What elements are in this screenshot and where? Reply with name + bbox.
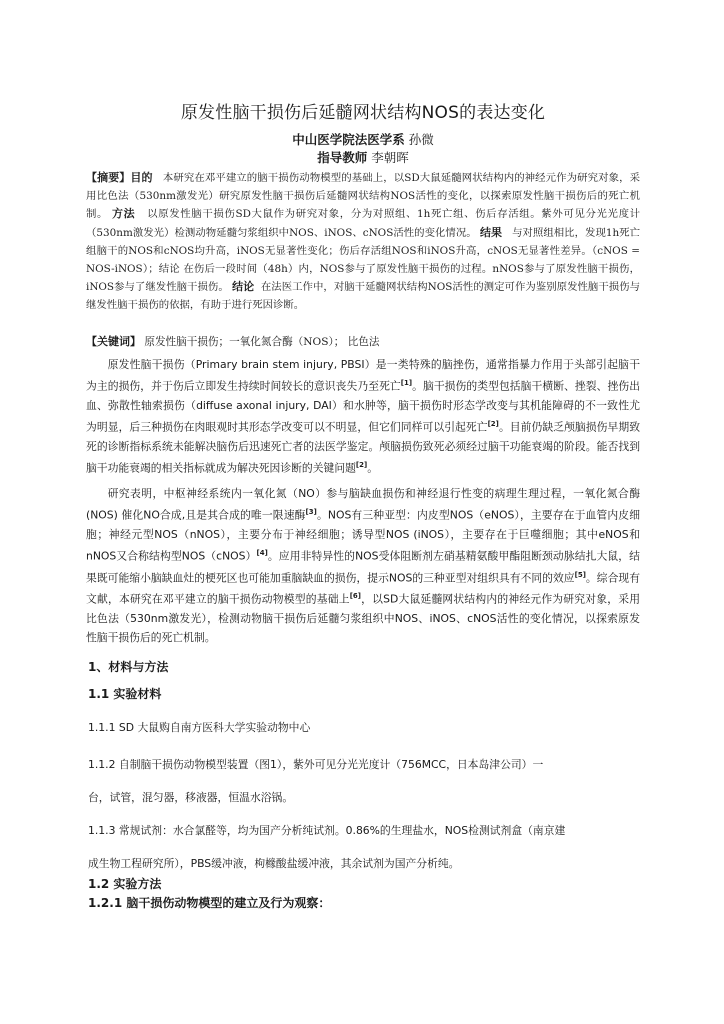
purpose-label: 目的 [130, 171, 153, 184]
citation: [5] [574, 570, 586, 579]
text-run: 。目前仍缺乏颅脑损伤早期致死的诊断指标系统未能解决脑伤后迅速死亡者的法医学鉴定。颅脑损伤致死必须经过脑干功能衰竭的阶段。能否找到脑干功能衰竭的相关指标就成为解决死因诊断的关键问题 [86, 420, 640, 475]
citation: [1] [400, 378, 413, 387]
list-item: 1.1.2 自制脑干损伤动物模型装置（图1），紫外可见分光光度计（756MCC，日本岛津公司）一 [88, 757, 544, 771]
method-text: 以原发性脑干损伤SD大鼠作为研究对象，分为对照组、1h死亡组、伤后存活组。紫外可见分光光度计（530nm激发光）检测动物延髓匀浆组织中NOS、iNOS、cNOS活性的变化情况。 [86, 208, 641, 239]
advisor: 李朝晖 [371, 150, 409, 165]
paper-page [86, 98, 640, 911]
byline [86, 131, 640, 167]
keywords-text: 原发性脑干损伤；一氧化氮合酶（NOS）； 比色法 [144, 335, 380, 348]
keywords-label: 【关键词】 [86, 334, 141, 348]
conclusion-text: 在法医工作中，对脑干延髓网状结构NOS活性的测定可作为鉴别原发性脑干损伤与继发性脑干损伤的依据，有助于进行死因诊断。 [86, 281, 641, 312]
paper-title: 原发性脑干损伤后延髓网状结构NOS的表达变化 [180, 103, 546, 123]
abstract [86, 169, 640, 315]
text-run: 原发性脑干损伤（Primary brain stem injury, PBSI）是一类特殊的脑挫伤，通常指暴力作用于头部引起脑干为主的损伤，并于伤后立即发生持续时间较长的意识丧失乃至死亡 [86, 357, 640, 393]
text-run: 。应用非特异性的NOS受体阻断剂左硝基精氨酸甲酯阻断颈动脉结扎大鼠，结果既可能缩小脑缺血灶的梗死区也可能加重脑缺血的损伤，提示NOS的三种亚型对组织具有不同的效应 [86, 549, 640, 585]
text-run: 。脑干损伤的类型包括脑干横断、挫裂、挫伤出血、弥散性轴索损伤（diffuse axonal injury, DAI）和水肿等，脑干损伤时形态学改变与其机能障碍的不一致性尤为明显，后三种损伤在肉眼观时其形态学改变可以不明显，但它们同样可以引起死亡 [86, 379, 641, 434]
abstract-label: 【摘要】 [86, 171, 131, 184]
citation: [6] [349, 592, 361, 601]
subsubsection-heading: 1.2.1 脑干损伤动物模型的建立及行为观察： [88, 895, 331, 910]
subsection-heading: 1.2 实验方法 [88, 876, 162, 891]
result-text: 与对照组相比，发现1h死亡组脑干的NOS和cNOS均升高，iNOS无显著性变化；伤后存活组NOS和iNOS升高，cNOS无显著性差异。（cNOS = NOS-iNOS）；结论 在伤后一段时间（48h）内，NOS参与了原发性脑干损伤的过程。nNOS参与了原发性脑干损伤，iNOS参与了继发性脑干损伤。 [86, 226, 640, 294]
text-run: 。 [367, 461, 378, 475]
citation: [4] [256, 548, 268, 557]
section-heading: 1、材料与方法 [88, 659, 169, 674]
method-label: 方法 [112, 207, 136, 221]
author: 孙微 [408, 132, 434, 147]
list-item: 1.1.3 常规试剂：水合氯醛等，均为国产分析纯试剂。0.86%的生理盐水，NOS检测试剂盒（南京建 [88, 823, 566, 837]
citation: [2] [355, 460, 368, 469]
advisor-label: 指导教师 [317, 150, 368, 165]
advisor-line [86, 149, 640, 167]
list-item-continued: 台，试管，混匀器，移液器，恒温水浴锅。 [88, 790, 294, 804]
affiliation-line [86, 131, 640, 149]
subsection-heading: 1.1 实验材料 [88, 686, 162, 701]
citation: [2] [487, 419, 499, 428]
purpose-text: 本研究在邓平建立的脑干损伤动物模型的基础上，以SD大鼠延髓网状结构内的神经元作为研究对象，采用比色法（530nm激发光）研究原发性脑干损伤后延髓网状结构NOS活性的变化，以探索原发性脑干损伤后的死亡机制。 [86, 172, 641, 221]
text-run: ，以SD大鼠延髓网状结构内的神经元作为研究对象，采用比色法（530nm激发光），检测动物脑干损伤后延髓匀浆组织中NOS、iNOS、cNOS活性的变化情况，以探索原发性脑干损伤后的死亡机制。 [86, 593, 641, 645]
keywords [86, 333, 640, 349]
list-item-continued: 成生物工程研究所），PBS缓冲液，枸橼酸盐缓冲液，其余试剂为国产分析纯。 [88, 856, 460, 870]
list-item: 1.1.1 SD 大鼠购自南方医科大学实验动物中心 [88, 720, 311, 734]
text-run: 研究表明，中枢神经系统内一氧化氮（NO）参与脑缺血损伤和神经退行性变的病理生理过程，一氧化氮合酶 (NOS) 催化NO合成,且是其合成的唯一限速酶 [86, 486, 640, 522]
text-run: 。综合现有文献，本研究在邓平建立的脑干损伤动物模型的基础上 [86, 571, 640, 607]
intro-paragraph-1 [86, 355, 640, 478]
intro-paragraph-2 [86, 484, 640, 648]
citation: [3] [305, 507, 317, 516]
result-label: 结果 [480, 225, 503, 239]
text-run: 。NOS有三种亚型：内皮型NOS（eNOS），主要存在于血管内皮细胞；神经元型NOS（nNOS），主要分布于神经细胞；诱导型NOS (iNOS），主要存在于巨噬细胞；其中eNOS和nNOS又合称结构型NOS（cNOS） [86, 508, 640, 563]
conclusion-label: 结论 [232, 280, 255, 294]
affiliation: 中山医学院法医学系 [292, 132, 405, 147]
